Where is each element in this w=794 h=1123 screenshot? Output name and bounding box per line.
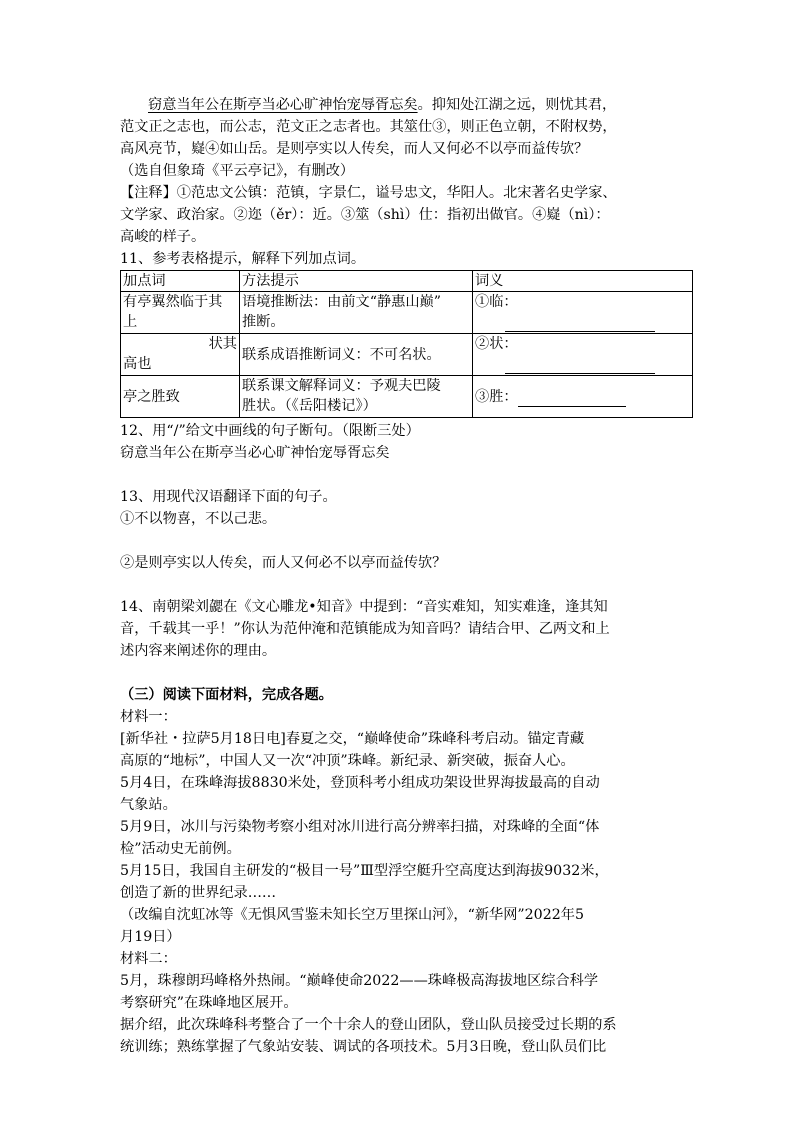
- header-cell: 方法提示: [240, 271, 473, 292]
- notes-line-3: 高峻的样子。: [120, 229, 206, 245]
- q12-sentence: 窃意当年公在斯亭当必心旷神怡宠辱胥忘矣: [120, 445, 390, 461]
- table-row: [121, 376, 693, 418]
- method-cell: 联系课文解释词义：予观夫巴陵 胜状。（《岳阳楼记》）: [240, 376, 473, 418]
- material-1-line: 气象站。: [120, 797, 177, 813]
- notes-line-2: 文学家、政治家。②迩（ěr）：近。③筮（shì）仕：指初出做官。④嶷（nì）：: [120, 207, 610, 223]
- material-1-line: 高原的“地标”，中国人又一次“冲顶”珠峰。新纪录、新突破，振奋人心。: [120, 753, 575, 769]
- material-1-line: 月19日）: [120, 929, 181, 945]
- material-2-line: 5月，珠穆朗玛峰格外热闹。“巅峰使命2022——珠峰极高海拔地区综合科学: [120, 973, 599, 989]
- notes-label: 【注释】: [120, 185, 177, 201]
- word-cell: 亭之胜致: [121, 376, 240, 418]
- material-1-line: 创造了新的世界纪录……: [120, 885, 277, 901]
- q14-line-2: 音，千载其一乎！”你认为范仲淹和范镇能成为知音吗？请结合甲、乙两文和上: [120, 621, 610, 637]
- header-cell: 加点词: [121, 271, 240, 292]
- answer-blank[interactable]: [505, 371, 655, 374]
- q11-table: [120, 270, 693, 418]
- meaning-cell: ③胜：: [473, 376, 693, 418]
- material-2-line: 考察研究”在珠峰地区展开。: [120, 995, 298, 1011]
- material-1-line: 5月15日，我国自主研发的“极目一号”Ⅲ型浮空艇升空高度达到海拔9032米，: [120, 863, 609, 879]
- material-1-line: 检”活动史无前例。: [120, 841, 241, 857]
- material-2-line: 据介绍，此次珠峰科考整合了一个十余人的登山团队，登山队员接受过长期的系: [120, 1017, 617, 1033]
- material-1-line: 5月9日，冰川与污染物考察小组对冰川进行高分辨率扫描，对珠峰的全面“体: [120, 819, 600, 835]
- table-header-row: [121, 271, 693, 292]
- word-cell: 状其 高也: [121, 334, 240, 376]
- passage-line-2: 范文正之志也，而公志，范文正之志者也。其筮仕③，则正色立朝，不附权势，: [120, 119, 617, 135]
- q11-prompt: 11、参考表格提示，解释下列加点词。: [120, 251, 366, 267]
- word-cell: 有亭翼然临于其 上: [121, 292, 240, 334]
- material-1-line: [新华社・拉萨5月18日电]春夏之交，“巅峰使命”珠峰科考启动。锚定青藏: [120, 731, 585, 747]
- answer-blank[interactable]: [518, 392, 626, 407]
- header-cell: 词义: [473, 271, 693, 292]
- meaning-cell: ②状：: [473, 334, 693, 376]
- q14-line-1: 14、南朝梁刘勰在《文心雕龙•知音》中提到：“音实难知，知实难逢，逢其知: [120, 599, 608, 615]
- q13-prompt: 13、用现代汉语翻译下面的句子。: [120, 489, 337, 505]
- method-cell: 语境推断法：由前文“静惠山巅” 推断。: [240, 292, 473, 334]
- material-1-line: 5月4日，在珠峰海拔8830米处，登顶科考小组成功架设世界海拔最高的自动: [120, 775, 600, 791]
- material-2-label: 材料二：: [120, 951, 177, 967]
- passage-line-3: 高风亮节，嶷④如山岳。是则亭实以人传矣，而人又何必不以亭而益传欤？: [120, 141, 589, 157]
- method-cell: 联系成语推断词义：不可名状。: [240, 334, 473, 376]
- q13-sentence-1: ①不以物喜，不以己悲。: [120, 511, 277, 527]
- material-1-label: 材料一：: [120, 709, 177, 725]
- material-2-line: 统训练；熟练掌握了气象站安装、调试的各项技术。5月3日晚，登山队员们比: [120, 1039, 607, 1055]
- table-row: [121, 334, 693, 376]
- q12-prompt: 12、用“/”给文中画线的句子断句。（限断三处）: [120, 423, 420, 439]
- passage-source: （选自但象琦《平云亭记》，有删改）: [120, 163, 355, 179]
- table-row: [121, 292, 693, 334]
- q13-sentence-2: ②是则亭实以人传矣，而人又何必不以亭而益传欤？: [120, 555, 447, 571]
- material-1-line: （改编自沈虹冰等《无惧风雪鉴未知长空万里探山河》，“新华网”2022年5: [120, 907, 584, 923]
- section-3-title: （三）阅读下面材料，完成各题。: [120, 687, 333, 703]
- passage-line-1: 窃意当年公在斯亭当必心旷神怡宠辱胥忘矣。抑知处江湖之远，则忧其君，: [148, 97, 617, 113]
- meaning-cell: ①临：: [473, 292, 693, 334]
- document-page: [120, 94, 680, 1058]
- underlined-sentence: 窃意当年公在斯亭当必心旷神怡宠辱胥忘矣: [148, 97, 418, 113]
- answer-blank[interactable]: [505, 329, 655, 332]
- q14-line-3: 述内容来阐述你的理由。: [120, 643, 277, 659]
- notes-line-1: 【注释】①范忠文公镇：范镇，字景仁，谥号忠文，华阳人。北宋著名史学家、: [120, 185, 617, 201]
